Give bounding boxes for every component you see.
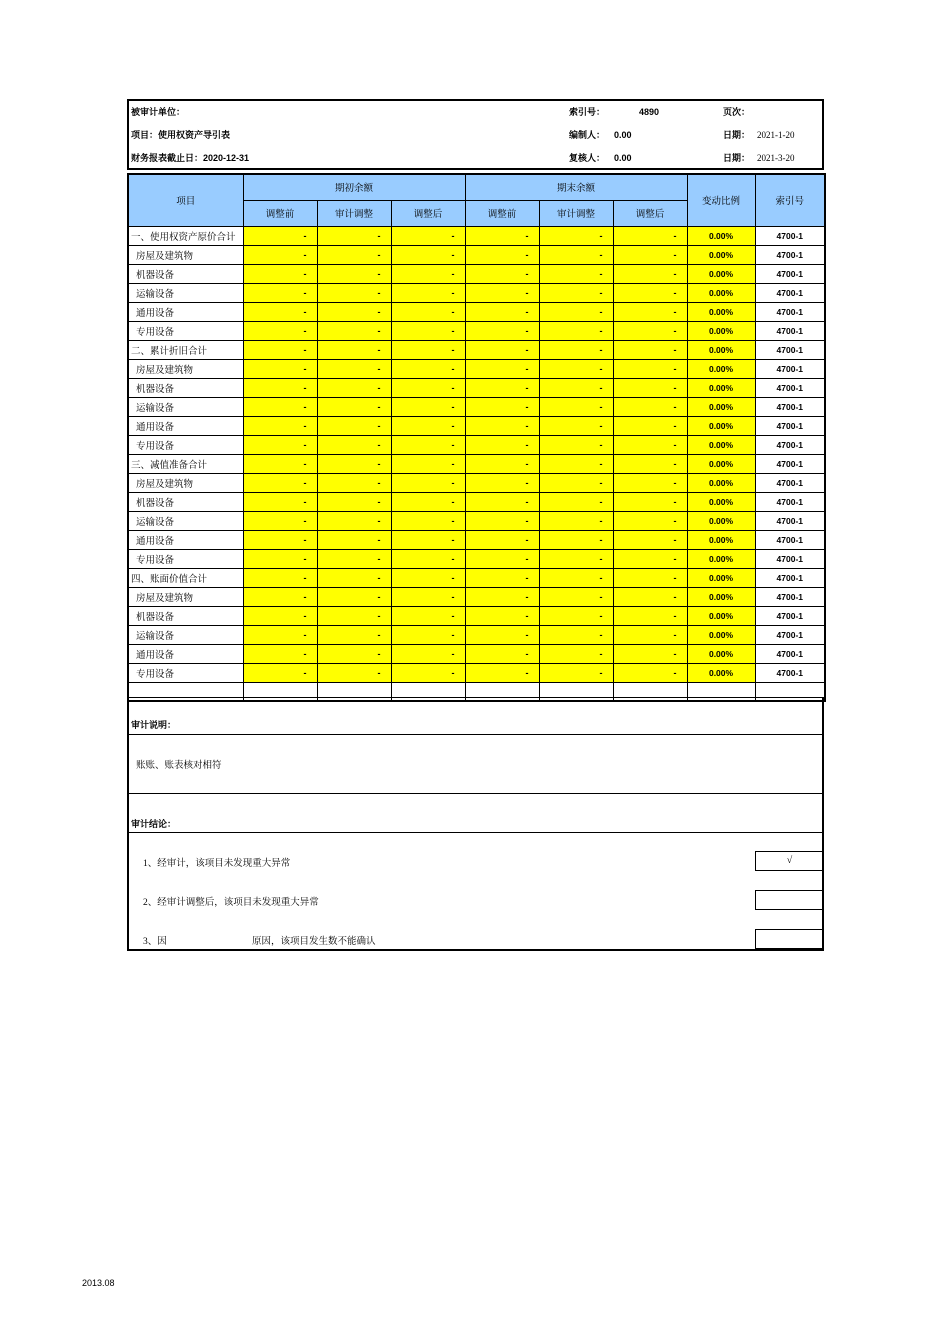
amount-cell[interactable]: -: [539, 245, 613, 264]
amount-cell[interactable]: -: [243, 473, 317, 492]
conclusion-2-checkbox[interactable]: [755, 890, 824, 910]
row-item-name: 房屋及建筑物: [128, 359, 243, 378]
row-item-name: 二、累计折旧合计: [128, 340, 243, 359]
amount-cell[interactable]: -: [613, 226, 687, 245]
change-rate-cell: 0.00%: [687, 587, 755, 606]
amount-cell[interactable]: -: [465, 568, 539, 587]
amount-cell[interactable]: -: [613, 625, 687, 644]
conclusion-3-suffix: 原因，该项目发生数不能确认: [252, 937, 376, 947]
change-rate-cell: 0.00%: [687, 530, 755, 549]
amount-cell[interactable]: -: [465, 416, 539, 435]
amount-cell[interactable]: -: [391, 245, 465, 264]
amount-cell[interactable]: -: [613, 606, 687, 625]
table-row: [128, 416, 825, 435]
change-rate-cell: 0.00%: [687, 359, 755, 378]
sub-col-header: 调整后: [391, 200, 465, 226]
amount-cell[interactable]: -: [391, 549, 465, 568]
amount-cell[interactable]: -: [613, 321, 687, 340]
table-row: [128, 283, 825, 302]
change-rate-cell: 0.00%: [687, 340, 755, 359]
preparer-value: 0.00: [614, 130, 632, 140]
amount-cell[interactable]: -: [317, 378, 391, 397]
amount-cell[interactable]: -: [243, 568, 317, 587]
amount-cell[interactable]: -: [317, 397, 391, 416]
amount-cell[interactable]: -: [465, 473, 539, 492]
index-cell: 4700-1: [755, 530, 825, 549]
amount-cell[interactable]: -: [391, 606, 465, 625]
amount-cell[interactable]: -: [317, 435, 391, 454]
amount-cell[interactable]: -: [613, 283, 687, 302]
change-rate-cell: 0.00%: [687, 663, 755, 682]
index-cell: 4700-1: [755, 663, 825, 682]
table-row: [128, 625, 825, 644]
audit-note-label: 审计说明：: [131, 720, 177, 730]
amount-cell[interactable]: -: [539, 644, 613, 663]
table-row: [128, 397, 825, 416]
table-row: [128, 264, 825, 283]
amount-cell[interactable]: -: [243, 511, 317, 530]
amount-cell[interactable]: -: [465, 663, 539, 682]
amount-cell[interactable]: -: [465, 435, 539, 454]
conclusion-1-checkbox[interactable]: √: [755, 851, 824, 871]
table-row: [128, 226, 825, 245]
amount-cell[interactable]: -: [391, 416, 465, 435]
amount-cell[interactable]: -: [243, 359, 317, 378]
amount-cell[interactable]: -: [317, 321, 391, 340]
row-item-name: 房屋及建筑物: [128, 473, 243, 492]
amount-cell[interactable]: -: [317, 549, 391, 568]
col-change-rate-header: 变动比例: [687, 174, 755, 226]
amount-cell[interactable]: -: [613, 302, 687, 321]
amount-cell[interactable]: -: [317, 302, 391, 321]
change-rate-cell: 0.00%: [687, 378, 755, 397]
change-rate-cell: 0.00%: [687, 321, 755, 340]
amount-cell[interactable]: -: [317, 245, 391, 264]
table-row: [128, 644, 825, 663]
audit-header: [127, 99, 824, 170]
amount-cell[interactable]: -: [243, 416, 317, 435]
row-item-name: 一、使用权资产原价合计: [128, 226, 243, 245]
amount-cell[interactable]: -: [243, 226, 317, 245]
amount-cell[interactable]: -: [243, 625, 317, 644]
table-row: [128, 378, 825, 397]
amount-cell[interactable]: -: [391, 321, 465, 340]
amount-cell[interactable]: -: [391, 663, 465, 682]
amount-cell[interactable]: -: [243, 644, 317, 663]
sub-col-header: 审计调整: [539, 200, 613, 226]
index-cell: 4700-1: [755, 587, 825, 606]
amount-cell[interactable]: -: [465, 397, 539, 416]
index-cell: 4700-1: [755, 644, 825, 663]
change-rate-cell: 0.00%: [687, 226, 755, 245]
preparer-label: 编制人：: [569, 130, 606, 140]
amount-cell[interactable]: -: [465, 492, 539, 511]
amount-cell[interactable]: -: [465, 245, 539, 264]
amount-cell[interactable]: -: [243, 378, 317, 397]
amount-cell[interactable]: -: [243, 264, 317, 283]
amount-cell[interactable]: -: [613, 644, 687, 663]
amount-cell[interactable]: -: [613, 530, 687, 549]
amount-cell[interactable]: -: [539, 492, 613, 511]
amount-cell[interactable]: -: [391, 435, 465, 454]
amount-cell[interactable]: -: [391, 473, 465, 492]
change-rate-cell: 0.00%: [687, 397, 755, 416]
amount-cell[interactable]: -: [465, 454, 539, 473]
amount-cell[interactable]: -: [391, 530, 465, 549]
index-cell: 4700-1: [755, 435, 825, 454]
divider: [129, 793, 822, 794]
amount-cell[interactable]: -: [613, 340, 687, 359]
amount-cell[interactable]: -: [317, 416, 391, 435]
table-row: [128, 663, 825, 682]
amount-cell[interactable]: -: [391, 625, 465, 644]
amount-cell[interactable]: -: [391, 283, 465, 302]
index-cell: 4700-1: [755, 416, 825, 435]
amount-cell[interactable]: -: [391, 454, 465, 473]
amount-cell[interactable]: -: [465, 644, 539, 663]
index-cell: 4700-1: [755, 283, 825, 302]
amount-cell[interactable]: -: [243, 663, 317, 682]
amount-cell[interactable]: -: [539, 340, 613, 359]
amount-cell[interactable]: -: [539, 359, 613, 378]
amount-cell[interactable]: -: [465, 511, 539, 530]
change-rate-cell: 0.00%: [687, 416, 755, 435]
change-rate-cell: 0.00%: [687, 625, 755, 644]
row-item-name: 通用设备: [128, 644, 243, 663]
amount-cell[interactable]: -: [613, 663, 687, 682]
amount-cell[interactable]: -: [465, 606, 539, 625]
amount-cell[interactable]: -: [539, 530, 613, 549]
index-cell: 4700-1: [755, 264, 825, 283]
conclusion-label: 审计结论：: [131, 819, 177, 829]
table-row: [128, 492, 825, 511]
amount-cell[interactable]: -: [539, 511, 613, 530]
change-rate-cell: 0.00%: [687, 245, 755, 264]
amount-cell[interactable]: -: [317, 473, 391, 492]
col-index-header: 索引号: [755, 174, 825, 226]
amount-cell[interactable]: -: [539, 435, 613, 454]
index-cell: 4700-1: [755, 473, 825, 492]
index-label: 索引号：: [569, 107, 606, 117]
amount-cell[interactable]: -: [391, 359, 465, 378]
row-item-name: 运输设备: [128, 283, 243, 302]
index-cell: 4700-1: [755, 511, 825, 530]
index-cell: 4700-1: [755, 359, 825, 378]
amount-cell[interactable]: -: [391, 644, 465, 663]
amount-cell[interactable]: -: [317, 606, 391, 625]
table-row: [128, 606, 825, 625]
amount-cell[interactable]: -: [539, 568, 613, 587]
amount-cell[interactable]: -: [539, 473, 613, 492]
amount-cell[interactable]: -: [317, 530, 391, 549]
index-cell: 4700-1: [755, 568, 825, 587]
change-rate-cell: 0.00%: [687, 511, 755, 530]
index-cell: 4700-1: [755, 492, 825, 511]
row-item-name: 专用设备: [128, 321, 243, 340]
divider: [129, 734, 822, 735]
amount-cell[interactable]: -: [539, 302, 613, 321]
amount-cell[interactable]: -: [243, 283, 317, 302]
amount-cell[interactable]: -: [465, 340, 539, 359]
audit-note-text: 账账、账表核对相符: [136, 761, 222, 771]
amount-cell[interactable]: -: [465, 587, 539, 606]
project-title: 项目：使用权资产导引表: [131, 130, 231, 140]
footer-version: 2013.08: [82, 1278, 115, 1288]
row-item-name: 四、账面价值合计: [128, 568, 243, 587]
amount-cell[interactable]: -: [465, 302, 539, 321]
amount-cell[interactable]: -: [613, 435, 687, 454]
group-begin-header: 期初余额: [243, 174, 465, 200]
sub-col-header: 审计调整: [317, 200, 391, 226]
index-value: 4890: [639, 107, 660, 117]
amount-cell[interactable]: -: [465, 264, 539, 283]
divider: [129, 832, 822, 833]
amount-cell[interactable]: -: [391, 340, 465, 359]
index-cell: 4700-1: [755, 397, 825, 416]
index-cell: 4700-1: [755, 245, 825, 264]
amount-cell[interactable]: -: [465, 625, 539, 644]
amount-cell[interactable]: -: [391, 378, 465, 397]
row-item-name: 房屋及建筑物: [128, 245, 243, 264]
index-cell: 4700-1: [755, 226, 825, 245]
amount-cell[interactable]: -: [243, 435, 317, 454]
amount-cell[interactable]: -: [317, 492, 391, 511]
amount-cell[interactable]: -: [391, 587, 465, 606]
amount-cell[interactable]: -: [465, 321, 539, 340]
amount-cell[interactable]: -: [317, 587, 391, 606]
index-cell: 4700-1: [755, 321, 825, 340]
table-row: [128, 549, 825, 568]
amount-cell[interactable]: -: [243, 340, 317, 359]
amount-cell[interactable]: -: [317, 264, 391, 283]
amount-cell[interactable]: -: [613, 359, 687, 378]
amount-cell[interactable]: -: [317, 340, 391, 359]
row-item-name: 机器设备: [128, 378, 243, 397]
amount-cell[interactable]: -: [613, 397, 687, 416]
amount-cell[interactable]: -: [539, 625, 613, 644]
amount-cell[interactable]: -: [613, 378, 687, 397]
table-row: [128, 454, 825, 473]
change-rate-cell: 0.00%: [687, 264, 755, 283]
amount-cell[interactable]: -: [317, 454, 391, 473]
date-label-2: 日期：: [723, 153, 751, 163]
amount-cell[interactable]: -: [243, 321, 317, 340]
index-cell: 4700-1: [755, 625, 825, 644]
amount-cell[interactable]: -: [613, 511, 687, 530]
change-rate-cell: 0.00%: [687, 549, 755, 568]
change-rate-cell: 0.00%: [687, 492, 755, 511]
amount-cell[interactable]: -: [613, 264, 687, 283]
amount-cell[interactable]: -: [317, 663, 391, 682]
amount-cell[interactable]: -: [539, 416, 613, 435]
sub-col-header: 调整后: [613, 200, 687, 226]
amount-cell[interactable]: -: [317, 625, 391, 644]
change-rate-cell: 0.00%: [687, 606, 755, 625]
divider: [129, 697, 822, 698]
change-rate-cell: 0.00%: [687, 644, 755, 663]
change-rate-cell: 0.00%: [687, 302, 755, 321]
amount-cell[interactable]: -: [613, 416, 687, 435]
guide-table: [127, 173, 826, 702]
table-row: [128, 511, 825, 530]
amount-cell[interactable]: -: [317, 226, 391, 245]
amount-cell[interactable]: -: [243, 492, 317, 511]
date-label-1: 日期：: [723, 130, 751, 140]
amount-cell[interactable]: -: [317, 511, 391, 530]
row-item-name: 三、减值准备合计: [128, 454, 243, 473]
conclusion-1-text: 1、经审计，该项目未发现重大异常: [143, 859, 291, 869]
group-end-header: 期末余额: [465, 174, 687, 200]
amount-cell[interactable]: -: [465, 359, 539, 378]
index-cell: 4700-1: [755, 340, 825, 359]
amount-cell[interactable]: -: [317, 283, 391, 302]
amount-cell[interactable]: -: [317, 359, 391, 378]
row-item-name: 运输设备: [128, 625, 243, 644]
table-row: [128, 435, 825, 454]
row-item-name: 通用设备: [128, 416, 243, 435]
index-cell: 4700-1: [755, 302, 825, 321]
amount-cell[interactable]: -: [243, 245, 317, 264]
amount-cell[interactable]: -: [539, 378, 613, 397]
amount-cell[interactable]: -: [539, 454, 613, 473]
amount-cell[interactable]: -: [317, 644, 391, 663]
amount-cell[interactable]: -: [391, 264, 465, 283]
amount-cell[interactable]: -: [465, 283, 539, 302]
row-item-name: 专用设备: [128, 549, 243, 568]
table-body: [128, 226, 825, 701]
amount-cell[interactable]: -: [613, 454, 687, 473]
amount-cell[interactable]: -: [465, 530, 539, 549]
amount-cell[interactable]: -: [539, 663, 613, 682]
conclusion-2-text: 2、经审计调整后，该项目未发现重大异常: [143, 898, 319, 908]
sub-col-header: 调整前: [465, 200, 539, 226]
index-cell: 4700-1: [755, 606, 825, 625]
amount-cell[interactable]: -: [243, 530, 317, 549]
amount-cell[interactable]: -: [613, 245, 687, 264]
amount-cell[interactable]: -: [539, 606, 613, 625]
amount-cell[interactable]: -: [243, 606, 317, 625]
amount-cell[interactable]: -: [539, 397, 613, 416]
amount-cell[interactable]: -: [613, 492, 687, 511]
reviewer-value: 0.00: [614, 153, 632, 163]
amount-cell[interactable]: -: [539, 283, 613, 302]
table-row: [128, 321, 825, 340]
page-label: 页次：: [723, 107, 751, 117]
col-item-header: 项目: [128, 174, 243, 226]
amount-cell[interactable]: -: [243, 549, 317, 568]
change-rate-cell: 0.00%: [687, 568, 755, 587]
amount-cell[interactable]: -: [539, 587, 613, 606]
amount-cell[interactable]: -: [539, 226, 613, 245]
row-item-name: 机器设备: [128, 606, 243, 625]
amount-cell[interactable]: -: [539, 549, 613, 568]
amount-cell[interactable]: -: [465, 226, 539, 245]
conclusion-3-checkbox[interactable]: [755, 929, 824, 949]
row-item-name: 通用设备: [128, 530, 243, 549]
row-item-name: 机器设备: [128, 264, 243, 283]
change-rate-cell: 0.00%: [687, 435, 755, 454]
audited-unit-label: 被审计单位：: [131, 107, 186, 117]
sub-col-header: 调整前: [243, 200, 317, 226]
period-end-label: 财务报表截止日：2020-12-31: [131, 153, 250, 163]
index-cell: 4700-1: [755, 454, 825, 473]
row-item-name: 运输设备: [128, 397, 243, 416]
change-rate-cell: 0.00%: [687, 473, 755, 492]
table-row: [128, 587, 825, 606]
table-row: [128, 568, 825, 587]
row-item-name: 专用设备: [128, 663, 243, 682]
row-item-name: 房屋及建筑物: [128, 587, 243, 606]
row-item-name: 通用设备: [128, 302, 243, 321]
amount-cell[interactable]: -: [391, 492, 465, 511]
table-row: [128, 302, 825, 321]
amount-cell[interactable]: -: [391, 302, 465, 321]
table-row: [128, 245, 825, 264]
row-item-name: 机器设备: [128, 492, 243, 511]
table-row: [128, 530, 825, 549]
amount-cell[interactable]: -: [243, 302, 317, 321]
amount-cell[interactable]: -: [391, 511, 465, 530]
amount-cell[interactable]: -: [539, 264, 613, 283]
notes-section: [127, 697, 824, 951]
reviewer-label: 复核人：: [569, 153, 606, 163]
amount-cell[interactable]: -: [243, 587, 317, 606]
amount-cell[interactable]: -: [317, 568, 391, 587]
amount-cell[interactable]: -: [391, 568, 465, 587]
table-row: [128, 340, 825, 359]
row-item-name: 专用设备: [128, 435, 243, 454]
change-rate-cell: 0.00%: [687, 283, 755, 302]
table-row: [128, 359, 825, 378]
amount-cell[interactable]: -: [613, 549, 687, 568]
amount-cell[interactable]: -: [465, 549, 539, 568]
amount-cell[interactable]: -: [613, 568, 687, 587]
amount-cell[interactable]: -: [243, 397, 317, 416]
change-rate-cell: 0.00%: [687, 454, 755, 473]
amount-cell[interactable]: -: [465, 378, 539, 397]
date-value-1: 2021-1-20: [757, 130, 795, 140]
conclusion-3-prefix: 3、因: [143, 937, 167, 947]
amount-cell[interactable]: -: [613, 587, 687, 606]
amount-cell[interactable]: -: [391, 397, 465, 416]
table-row: [128, 473, 825, 492]
index-cell: 4700-1: [755, 378, 825, 397]
amount-cell[interactable]: -: [391, 226, 465, 245]
amount-cell[interactable]: -: [613, 473, 687, 492]
amount-cell[interactable]: -: [539, 321, 613, 340]
amount-cell[interactable]: -: [243, 454, 317, 473]
date-value-2: 2021-3-20: [757, 153, 795, 163]
row-item-name: 运输设备: [128, 511, 243, 530]
index-cell: 4700-1: [755, 549, 825, 568]
